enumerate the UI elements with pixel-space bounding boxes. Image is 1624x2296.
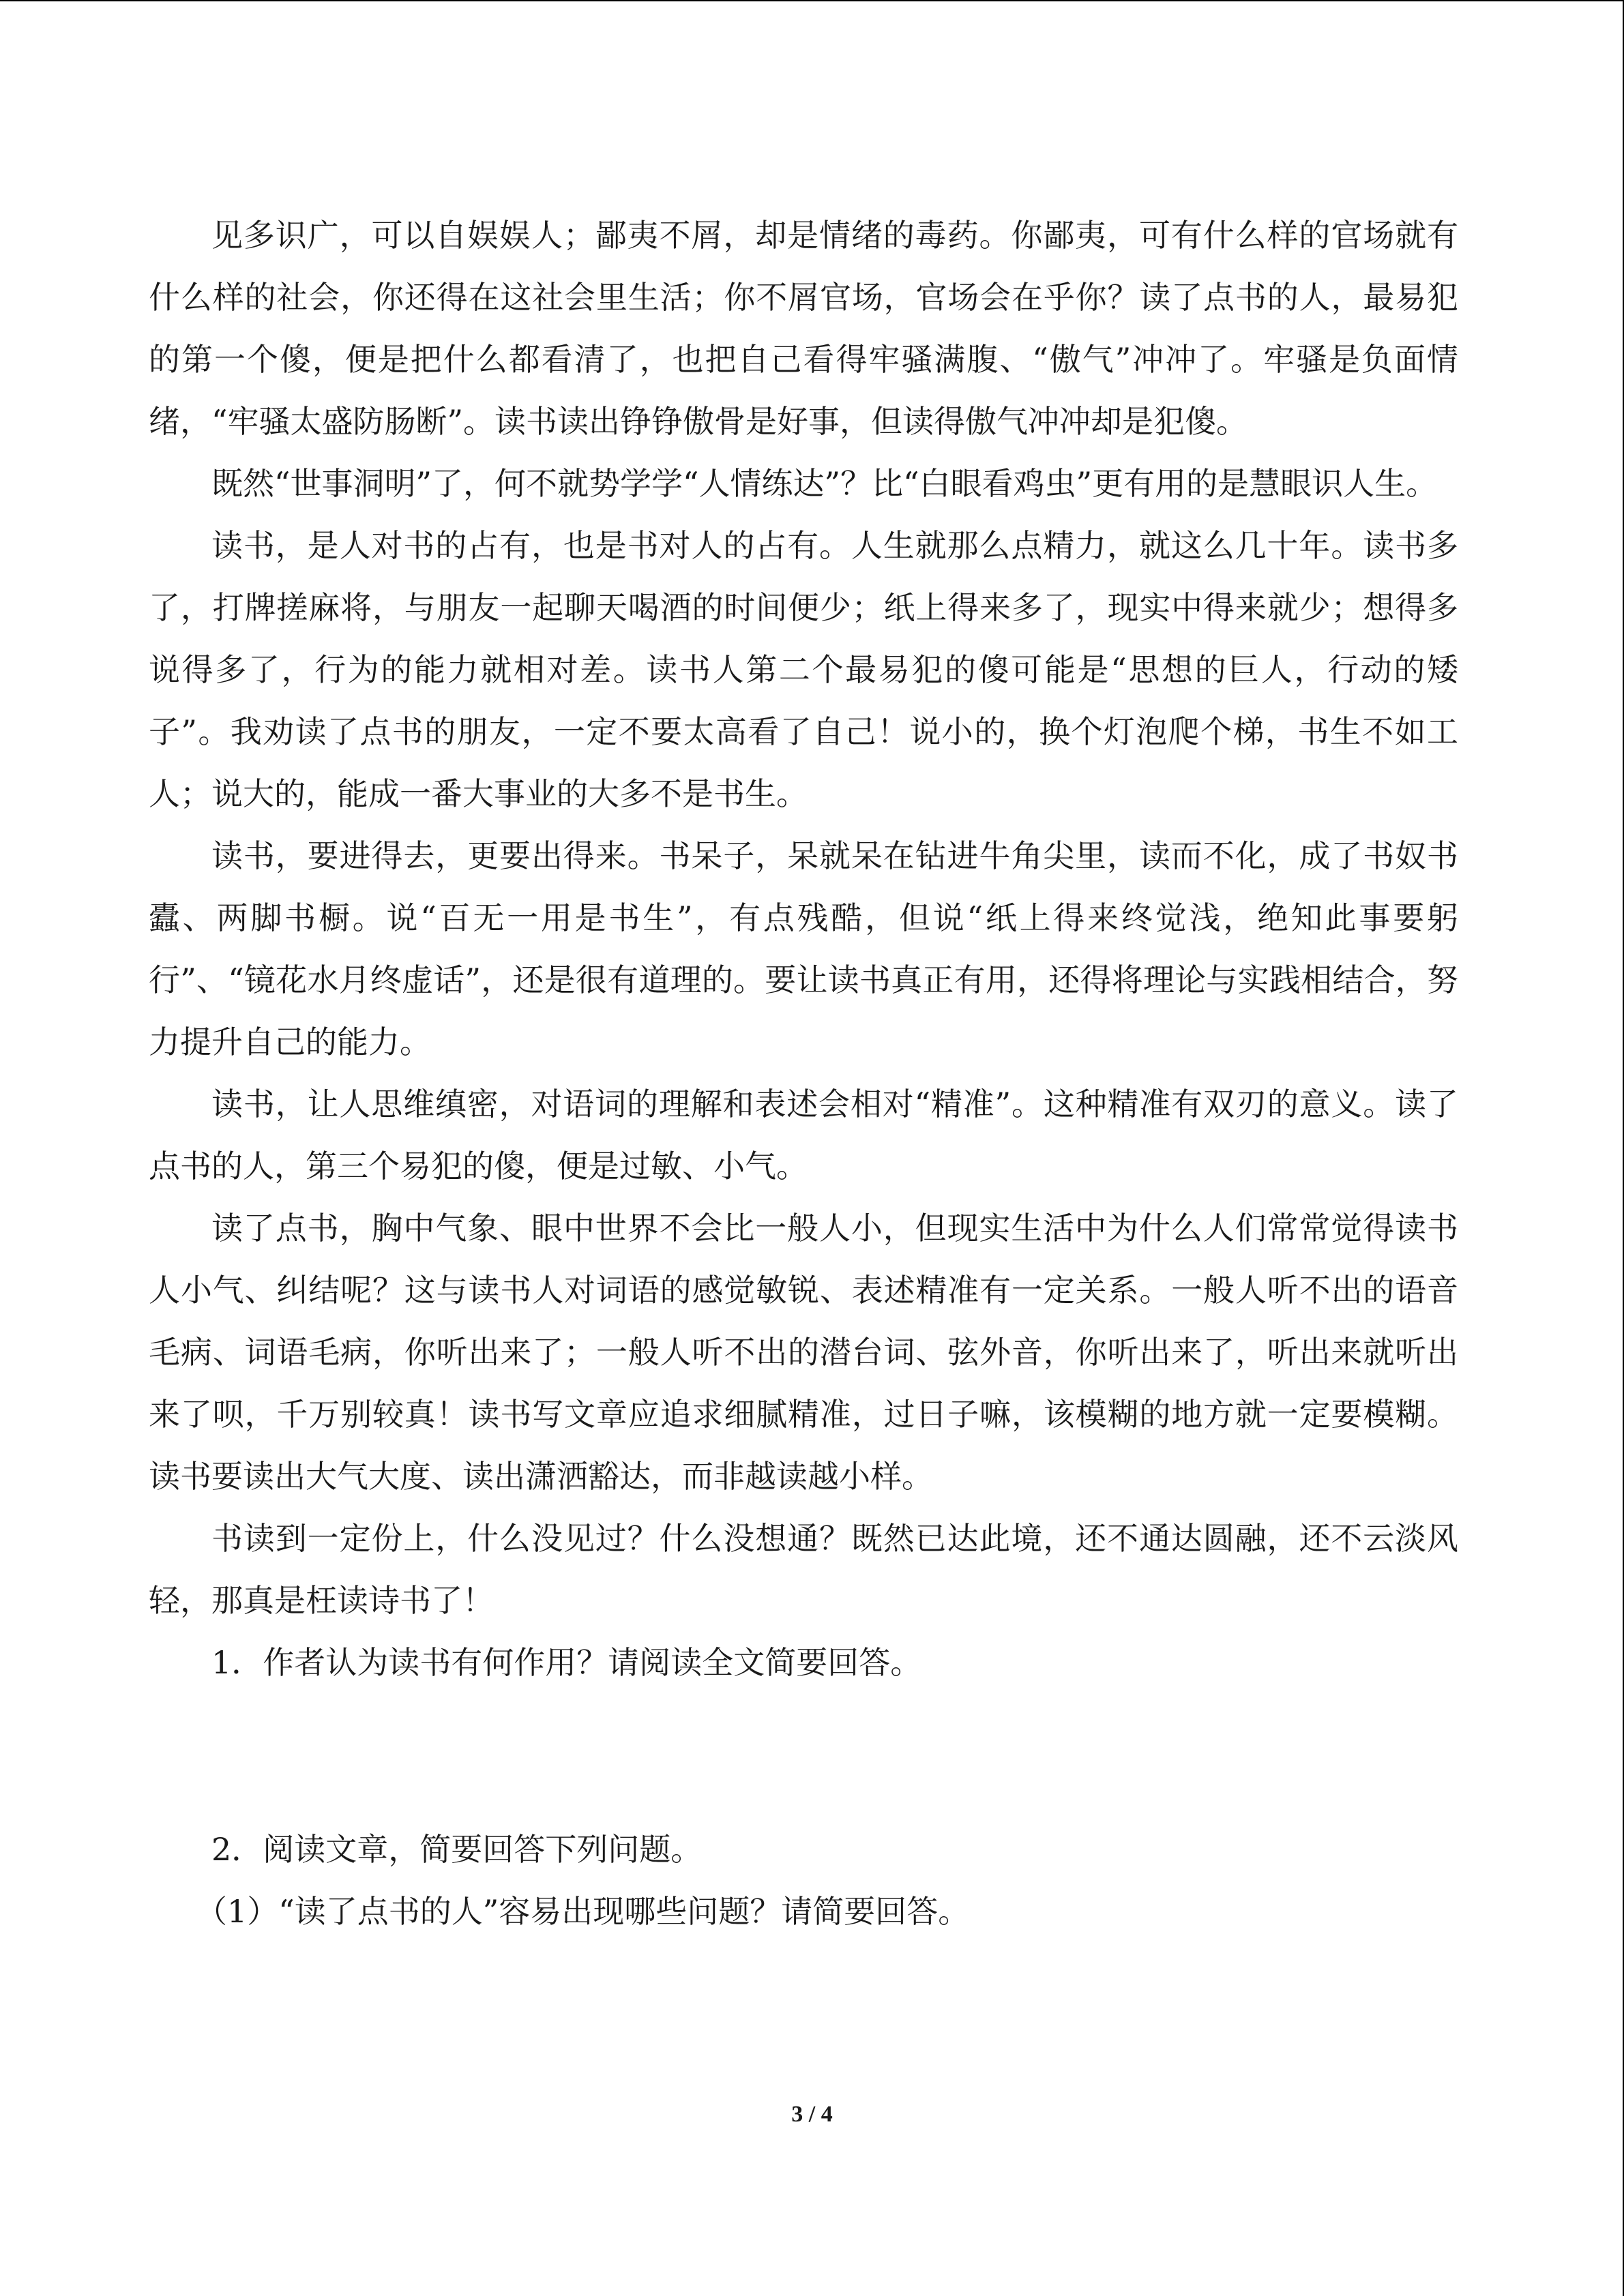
document-body: [149, 205, 1458, 1943]
paragraph-4: 读书，要进得去，更要出得来。书呆子，呆就呆在钻进牛角尖里，读而不化，成了书奴书蠹、两脚书橱。说“百无一用是书生”，有点残酷，但说“纸上得来终觉浅，绝知此事要躬行”、“镜花水月终虚话”，还是很有道理的。要让读书真正有用，还得将理论与实践相结合，努力提升自己的能力。: [149, 837, 1458, 1060]
page-number: 3 / 4: [791, 2102, 833, 2127]
answer-space-1: [149, 1694, 1458, 1819]
paragraph-3: 读书，是人对书的占有，也是书对人的占有。人生就那么点精力，就这么几十年。读书多了，打牌搓麻将，与朋友一起聊天喝酒的时间便少；纸上得来多了，现实中得来就少；想得多说得多了，行为的能力就相对差。读书人第二个最易犯的傻可能是“思想的巨人，行动的矮子”。我劝读了点书的朋友，一定不要太高看了自己！说小的，换个灯泡爬个梯，书生不如工人；说大的，能成一番大事业的大多不是书生。: [149, 527, 1458, 812]
question-2-part-1: （1）“读了点书的人”容易出现哪些问题？请简要回答。: [196, 1893, 970, 1930]
question-2: 2．阅读文章，简要回答下列问题。: [211, 1831, 703, 1868]
paragraph-5: 读书，让人思维缜密，对语词的理解和表述会相对“精准”。这种精准有双刃的意义。读了点书的人，第三个易犯的傻，便是过敏、小气。: [149, 1086, 1458, 1184]
question-1: 1．作者认为读书有何作用？请阅读全文简要回答。: [211, 1644, 922, 1681]
paragraph-2: 既然“世事洞明”了，何不就势学学“人情练达”？比“白眼看鸡虫”更有用的是慧眼识人生。: [211, 465, 1438, 502]
paragraph-1: 见多识广，可以自娱娱人；鄙夷不屑，却是情绪的毒药。你鄙夷，可有什么样的官场就有什么样的社会，你还得在这社会里生活；你不屑官场，官场会在乎你？读了点书的人，最易犯的第一个傻，便是把什么都看清了，也把自己看得牢骚满腹、“傲气”冲冲了。牢骚是负面情绪，“牢骚太盛防肠断”。读书读出铮铮傲骨是好事，但读得傲气冲冲却是犯傻。: [149, 217, 1458, 440]
paragraph-6: 读了点书，胸中气象、眼中世界不会比一般人小，但现实生活中为什么人们常常觉得读书人小气、纠结呢？这与读书人对词语的感觉敏锐、表述精准有一定关系。一般人听不出的语音毛病、词语毛病，你听出来了；一般人听不出的潜台词、弦外音，你听出来了，听出来就听出来了呗，千万别较真！读书写文章应追求细腻精准，过日子嘛，该模糊的地方就一定要模糊。读书要读出大气大度、读出潇洒豁达，而非越读越小样。: [149, 1210, 1458, 1495]
paragraph-7: 书读到一定份上，什么没见过？什么没想通？既然已达此境，还不通达圆融，还不云淡风轻，那真是枉读诗书了！: [149, 1520, 1458, 1619]
